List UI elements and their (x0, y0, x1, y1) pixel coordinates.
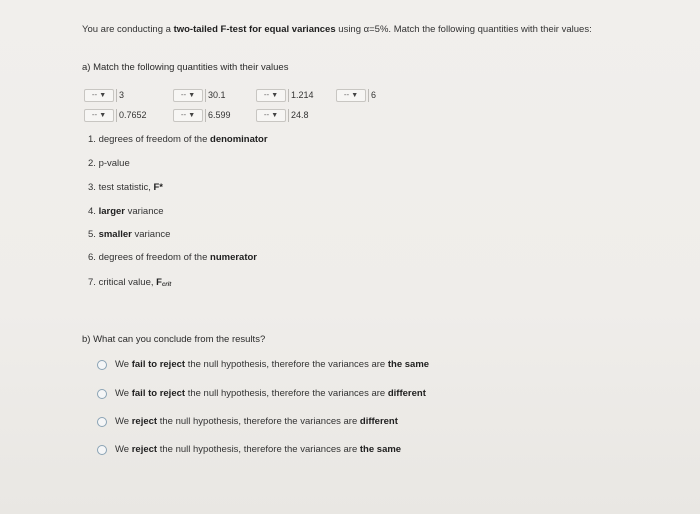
item-text: critical value, (98, 277, 154, 288)
radio-button[interactable] (97, 417, 107, 427)
dropdown-placeholder: -- (180, 110, 187, 119)
chevron-down-icon: ▼ (188, 111, 196, 119)
option-text: We (115, 388, 130, 399)
item-subscript: crit (161, 282, 172, 288)
option-bold: fail to reject (131, 359, 186, 370)
value-label: 6.599 (205, 109, 233, 122)
conclusion-option-3[interactable] (97, 416, 398, 427)
value-label: 24.8 (288, 109, 311, 122)
option-text: We (115, 359, 130, 370)
option-text: the null hypothesis, therefore the variances are (159, 444, 358, 455)
dropdown-placeholder: -- (91, 90, 98, 99)
option-text: the null hypothesis, therefore the variances are (187, 388, 386, 399)
item-number: 5. (88, 229, 96, 240)
item-4 (88, 206, 164, 217)
question-text (82, 24, 592, 35)
item-text: test statistic, (98, 182, 151, 193)
match-dropdown-2[interactable] (173, 88, 228, 102)
option-bold: different (359, 416, 398, 427)
chevron-down-icon: ▼ (188, 91, 196, 99)
item-text: degrees of freedom of the (98, 252, 208, 263)
part-a-label: a) Match the following quantities with their values (82, 62, 289, 73)
value-label: 6 (368, 89, 378, 102)
conclusion-option-2[interactable] (97, 388, 426, 399)
match-dropdown-7[interactable] (256, 108, 311, 122)
conclusion-option-1[interactable] (97, 359, 429, 370)
question-instruction: Match the following quantities with their values: (393, 24, 592, 35)
dropdown-select[interactable] (173, 89, 203, 102)
item-number: 6. (88, 252, 96, 263)
radio-button[interactable] (97, 445, 107, 455)
chevron-down-icon: ▼ (271, 111, 279, 119)
question-alpha: using α=5%. (338, 24, 392, 35)
item-text: p-value (98, 158, 130, 169)
dropdown-placeholder: -- (180, 90, 187, 99)
option-bold: reject (131, 416, 158, 427)
item-number: 7. (88, 277, 96, 288)
dropdown-placeholder: -- (343, 90, 350, 99)
option-text: We (115, 416, 130, 427)
option-bold: the same (359, 444, 402, 455)
item-3 (88, 182, 163, 193)
option-bold: reject (131, 444, 158, 455)
option-bold: different (387, 388, 426, 399)
option-text: the null hypothesis, therefore the variances are (187, 359, 386, 370)
radio-button[interactable] (97, 360, 107, 370)
item-number: 3. (88, 182, 96, 193)
value-label: 3 (116, 89, 126, 102)
dropdown-select[interactable] (173, 109, 203, 122)
chevron-down-icon: ▼ (99, 91, 107, 99)
match-dropdown-3[interactable] (256, 88, 316, 102)
dropdown-select[interactable] (336, 89, 366, 102)
item-5 (88, 229, 170, 240)
match-dropdown-1[interactable] (84, 88, 126, 102)
match-dropdown-6[interactable] (173, 108, 233, 122)
item-6 (88, 252, 257, 263)
dropdown-placeholder: -- (263, 110, 270, 119)
radio-button[interactable] (97, 389, 107, 399)
chevron-down-icon: ▼ (351, 91, 359, 99)
value-label: 30.1 (205, 89, 228, 102)
item-text: degrees of freedom of the (98, 134, 208, 145)
item-bold: F* (153, 182, 163, 193)
option-text: the null hypothesis, therefore the variances are (159, 416, 358, 427)
item-1 (88, 134, 268, 145)
option-bold: fail to reject (131, 388, 186, 399)
option-text: We (115, 444, 130, 455)
item-number: 4. (88, 206, 96, 217)
item-number: 1. (88, 134, 96, 145)
value-label: 1.214 (288, 89, 316, 102)
item-number: 2. (88, 158, 96, 169)
match-dropdown-4[interactable] (336, 88, 378, 102)
conclusion-option-4[interactable] (97, 444, 401, 455)
dropdown-placeholder: -- (263, 90, 270, 99)
item-bold: denominator (210, 134, 268, 145)
dropdown-select[interactable] (84, 89, 114, 102)
match-dropdown-5[interactable] (84, 108, 149, 122)
question-test-type: two-tailed F-test for equal variances (173, 24, 336, 35)
dropdown-select[interactable] (256, 109, 286, 122)
question-intro: You are conducting a (82, 24, 171, 35)
chevron-down-icon: ▼ (99, 111, 107, 119)
item-text: variance (127, 206, 164, 217)
dropdown-select[interactable] (84, 109, 114, 122)
item-7 (88, 277, 171, 288)
item-bold: numerator (210, 252, 257, 263)
item-bold: larger (98, 206, 125, 217)
part-b-label: b) What can you conclude from the results? (82, 334, 266, 345)
dropdown-placeholder: -- (91, 110, 98, 119)
dropdown-select[interactable] (256, 89, 286, 102)
option-bold: the same (387, 359, 430, 370)
item-text: variance (134, 229, 171, 240)
chevron-down-icon: ▼ (271, 91, 279, 99)
item-2 (88, 158, 130, 169)
item-bold: smaller (98, 229, 132, 240)
value-label: 0.7652 (116, 109, 149, 122)
item-bold: F (156, 277, 162, 288)
